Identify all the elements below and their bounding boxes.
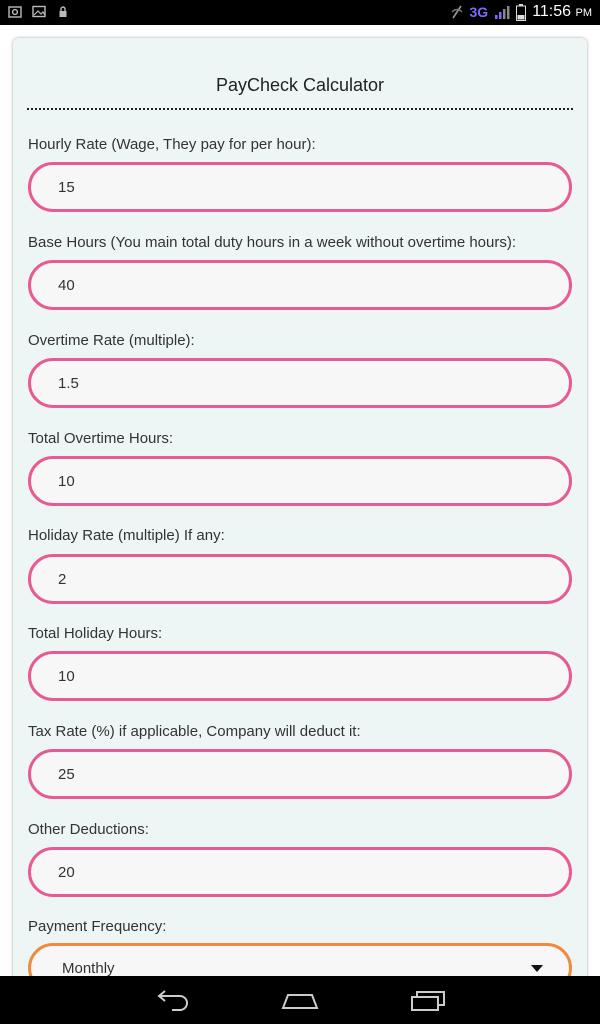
calculator-card: [13, 38, 587, 976]
lock-icon: [56, 5, 70, 18]
other-deductions-label: Other Deductions:: [28, 821, 149, 838]
payment-frequency-select[interactable]: [28, 943, 572, 976]
holiday-hours-input[interactable]: [28, 651, 572, 701]
notification-icons: [8, 5, 70, 18]
holiday-hours-label: Total Holiday Hours:: [28, 625, 163, 642]
system-status: [450, 3, 593, 21]
recent-apps-icon[interactable]: [408, 988, 448, 1012]
clock-ampm: PM: [575, 7, 592, 19]
other-deductions-input[interactable]: [28, 847, 572, 897]
overtime-hours-value: 10: [58, 472, 75, 490]
payment-frequency-label: Payment Frequency:: [28, 918, 167, 935]
tax-rate-label: Tax Rate (%) if applicable, Company will deduct it:: [28, 723, 361, 740]
holiday-rate-value: 2: [58, 570, 67, 588]
page-title: PayCheck Calculator: [215, 75, 385, 95]
overtime-rate-label: Overtime Rate (multiple):: [28, 332, 195, 349]
hourly-rate-value: 15: [58, 178, 75, 196]
network-type: 3G: [469, 4, 489, 20]
signal-icon: [494, 4, 510, 20]
home-icon[interactable]: [280, 988, 320, 1012]
back-icon[interactable]: [152, 988, 192, 1012]
holiday-rate-label: Holiday Rate (multiple) If any:: [28, 527, 225, 544]
clock-time: 11:56: [532, 3, 572, 20]
other-deductions-value: 20: [58, 863, 75, 881]
overtime-rate-input[interactable]: [28, 358, 572, 408]
overtime-hours-input[interactable]: [28, 456, 572, 506]
hourly-rate-input[interactable]: [28, 162, 572, 212]
base-hours-value: 40: [58, 276, 75, 294]
navigation-bar: [0, 976, 600, 1024]
title-divider: [27, 108, 573, 110]
gallery-icon: [32, 5, 46, 18]
clock: [532, 3, 592, 21]
overtime-hours-label: Total Overtime Hours:: [28, 430, 174, 447]
hourly-rate-label: Hourly Rate (Wage, They pay for per hour):: [28, 136, 316, 153]
battery-icon: [516, 4, 526, 21]
payment-frequency-value: Monthly: [62, 960, 115, 976]
dropdown-arrow-icon: [531, 965, 543, 972]
tax-rate-input[interactable]: [28, 749, 572, 799]
wifi-off-icon: [450, 4, 464, 20]
overtime-rate-value: 1.5: [58, 374, 79, 392]
base-hours-label: Base Hours (You main total duty hours in a week without overtime hours):: [28, 234, 517, 251]
tax-rate-value: 25: [58, 765, 75, 783]
app-content: [0, 25, 600, 976]
status-bar: [0, 0, 600, 25]
holiday-hours-value: 10: [58, 667, 75, 685]
holiday-rate-input[interactable]: [28, 554, 572, 604]
base-hours-input[interactable]: [28, 260, 572, 310]
screenshot-icon: [8, 5, 22, 18]
